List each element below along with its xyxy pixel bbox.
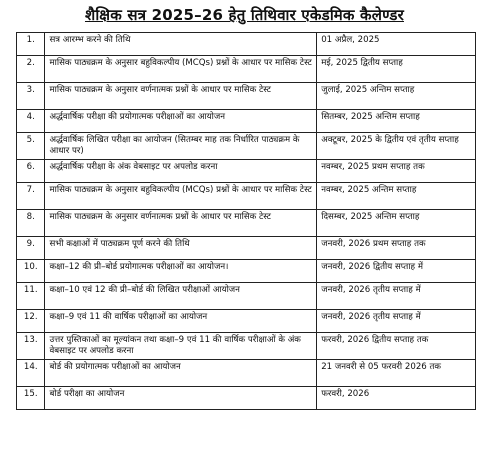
date-cell: जुलाई, 2025 अन्तिम सप्ताह <box>317 83 476 110</box>
row-number: 6. <box>17 160 45 183</box>
activity-cell: सत्र आरम्भ करने की तिथि <box>45 33 317 56</box>
activity-cell: बोर्ड की प्रयोगात्मक परीक्षाओं का आयोजन <box>45 360 317 387</box>
row-number: 12. <box>17 310 45 333</box>
activity-cell: अर्द्धवार्षिक परीक्षा के अंक वेबसाइट पर अपलोड करना <box>45 160 317 183</box>
date-cell: नवम्बर, 2025 अन्तिम सप्ताह <box>317 183 476 210</box>
row-number: 4. <box>17 110 45 133</box>
table-row <box>17 333 476 360</box>
table-row <box>17 110 476 133</box>
date-cell: मई, 2025 द्वितीय सप्ताह <box>317 56 476 83</box>
activity-cell: अर्द्धवार्षिक परीक्षा की प्रयोगात्मक परीक्षाओं का आयोजन <box>45 110 317 133</box>
activity-cell: मासिक पाठ्यक्रम के अनुसार वर्णनात्मक प्रश्नों के आधार पर मासिक टेस्ट <box>45 210 317 237</box>
table-row <box>17 210 476 237</box>
activity-cell: अर्द्धवार्षिक लिखित परीक्षा का आयोजन (सितम्बर माह तक निर्धारित पाठ्यक्रम के आधार पर) <box>45 133 317 160</box>
calendar-rows <box>17 33 476 410</box>
activity-cell: मासिक पाठ्यक्रम के अनुसार वर्णनात्मक प्रश्नों के आधार पर मासिक टेस्ट <box>45 83 317 110</box>
date-cell: फरवरी, 2026 द्वितीय सप्ताह तक <box>317 333 476 360</box>
activity-cell: उत्तर पुस्तिकाओं का मूल्यांकन तथा कक्षा–9 एवं 11 की वार्षिक परीक्षाओं के अंक वेबसाइट पर अपलोड करना <box>45 333 317 360</box>
activity-cell: बोर्ड परीक्षा का आयोजन <box>45 387 317 410</box>
row-number: 10. <box>17 260 45 283</box>
table-row <box>17 310 476 333</box>
activity-cell: कक्षा–10 एवं 12 की प्री–बोर्ड की लिखित परीक्षाओं आयोजन <box>45 283 317 310</box>
date-cell: अक्टूबर, 2025 के द्वितीय एवं तृतीय सप्ताह <box>317 133 476 160</box>
row-number: 11. <box>17 283 45 310</box>
date-cell: फरवरी, 2026 <box>317 387 476 410</box>
table-row <box>17 387 476 410</box>
table-row <box>17 360 476 387</box>
activity-cell: मासिक पाठ्यक्रम के अनुसार बहुविकल्पीय (MCQs) प्रश्नों के आधार पर मासिक टेस्ट <box>45 183 317 210</box>
row-number: 14. <box>17 360 45 387</box>
row-number: 5. <box>17 133 45 160</box>
row-number: 8. <box>17 210 45 237</box>
table-row <box>17 133 476 160</box>
row-number: 3. <box>17 83 45 110</box>
date-cell: नवम्बर, 2025 प्रथम सप्ताह तक <box>317 160 476 183</box>
table-row <box>17 160 476 183</box>
date-cell: जनवरी, 2026 द्वितीय सप्ताह में <box>317 260 476 283</box>
row-number: 1. <box>17 33 45 56</box>
table-row <box>17 237 476 260</box>
row-number: 9. <box>17 237 45 260</box>
table-row <box>17 83 476 110</box>
activity-cell: कक्षा–12 की प्री–बोर्ड प्रयोगात्मक परीक्षाओं का आयोजन। <box>45 260 317 283</box>
row-number: 7. <box>17 183 45 210</box>
activity-cell: सभी कक्षाओं में पाठ्यक्रम पूर्ण करने की तिथि <box>45 237 317 260</box>
date-cell: जनवरी, 2026 तृतीय सप्ताह में <box>317 310 476 333</box>
table-row <box>17 260 476 283</box>
date-cell: जनवरी, 2026 तृतीय सप्ताह में <box>317 283 476 310</box>
row-number: 15. <box>17 387 45 410</box>
table-row <box>17 33 476 56</box>
date-cell: 01 अप्रैल, 2025 <box>317 33 476 56</box>
date-cell: जनवरी, 2026 प्रथम सप्ताह तक <box>317 237 476 260</box>
row-number: 2. <box>17 56 45 83</box>
calendar-table <box>16 32 476 410</box>
activity-cell: कक्षा–9 एवं 11 की वार्षिक परीक्षाओं का आयोजन <box>45 310 317 333</box>
activity-cell: मासिक पाठ्यक्रम के अनुसार बहुविकल्पीय (MCQs) प्रश्नों के आधार पर मासिक टेस्ट <box>45 56 317 83</box>
table-row <box>17 56 476 83</box>
date-cell: दिसम्बर, 2025 अन्तिम सप्ताह <box>317 210 476 237</box>
row-number: 13. <box>17 333 45 360</box>
table-row <box>17 183 476 210</box>
date-cell: 21 जनवरी से 05 फरवरी 2026 तक <box>317 360 476 387</box>
page-title: शैक्षिक सत्र 2025–26 हेतु तिथिवार एकेडमिक कैलेण्डर <box>84 6 404 24</box>
date-cell: सितम्बर, 2025 अन्तिम सप्ताह <box>317 110 476 133</box>
table-row <box>17 283 476 310</box>
